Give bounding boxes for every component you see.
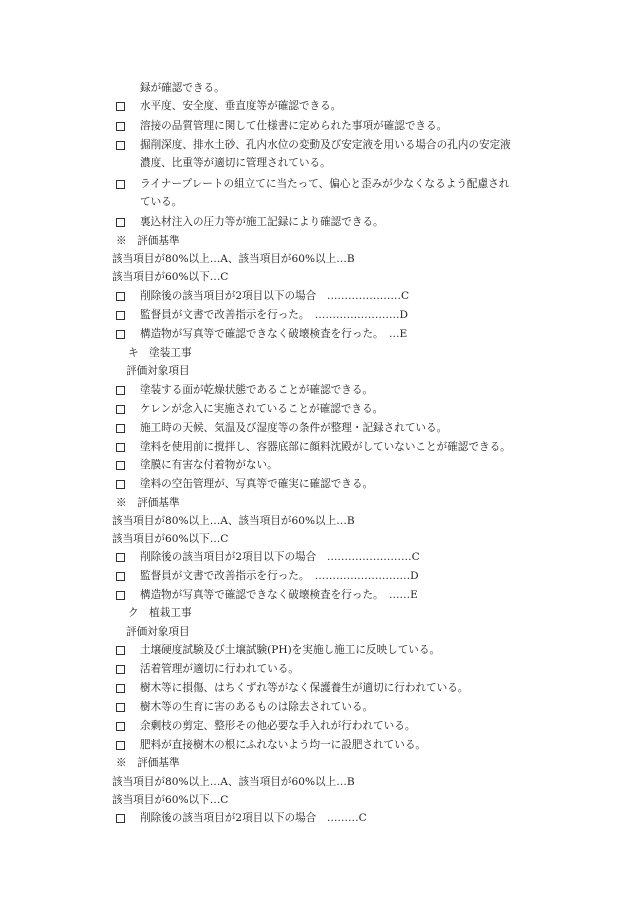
- text-line: ている。: [140, 196, 183, 208]
- checkbox[interactable]: [116, 405, 125, 414]
- criteria-line: 該当項目が60%以下…C: [112, 794, 229, 806]
- criteria-line: 該当項目が80%以上…A、該当項目が60%以上…B: [112, 776, 355, 788]
- checklist-item: 余剰枝の剪定、整形その他必要な手入れが行われている。: [140, 720, 416, 732]
- checkbox[interactable]: [116, 141, 125, 150]
- checkbox[interactable]: [116, 591, 125, 600]
- checklist-item: 削除後の該当項目が2項目以下の場合 …………………C: [140, 290, 410, 302]
- checkbox[interactable]: [116, 311, 125, 320]
- criteria-heading: ※ 評価基準: [116, 757, 180, 769]
- subsection-heading: 評価対象項目: [126, 365, 190, 377]
- checkbox[interactable]: [116, 684, 125, 693]
- checkbox[interactable]: [116, 665, 125, 674]
- checklist-item: ケレンが念入に実施されていることが確認できる。: [140, 403, 384, 415]
- checklist-item: ライナープレートの組立てに当たって、偏心と歪みが少なくなるよう配慮され: [140, 178, 510, 190]
- criteria-heading: ※ 評価基準: [116, 497, 180, 509]
- checkbox[interactable]: [116, 386, 125, 395]
- checkbox[interactable]: [116, 330, 125, 339]
- checkbox[interactable]: [116, 572, 125, 581]
- checkbox[interactable]: [116, 102, 125, 111]
- section-heading: キ 塗装工事: [128, 347, 192, 359]
- checklist-item: 掘削深度、排水土砂、孔内水位の変動及び安定液を用いる場合の孔内の安定液: [140, 139, 511, 151]
- checklist-item: 裏込材注入の圧力等が施工記録により確認できる。: [140, 216, 384, 228]
- checklist-item: 塗装する面が乾燥状態であることが確認できる。: [140, 384, 374, 396]
- checkbox[interactable]: [116, 218, 125, 227]
- checkbox[interactable]: [116, 292, 125, 301]
- checklist-item: 水平度、安全度、垂直度等が確認できる。: [140, 100, 342, 112]
- checkbox[interactable]: [116, 480, 125, 489]
- checklist-item: 構造物が写真等で確認できなく破壊検査を行った。 ……E: [140, 589, 418, 601]
- checkbox[interactable]: [116, 122, 125, 131]
- checkbox[interactable]: [116, 424, 125, 433]
- criteria-line: 該当項目が60%以下…C: [112, 271, 229, 283]
- criteria-line: 該当項目が60%以下…C: [112, 533, 229, 545]
- checkbox[interactable]: [116, 741, 125, 750]
- criteria-heading: ※ 評価基準: [116, 235, 180, 247]
- checklist-item: 肥料が直接樹木の根にふれないよう均一に設肥されている。: [140, 739, 427, 751]
- checkbox[interactable]: [116, 461, 125, 470]
- checkbox[interactable]: [116, 553, 125, 562]
- checklist-item: 監督員が文書で改善指示を行った。 ……………………D: [140, 309, 409, 321]
- checklist-item: 樹木等の生育に害のあるものは除去されている。: [140, 701, 374, 713]
- subsection-heading: 評価対象項目: [126, 626, 190, 638]
- checklist-item: 樹木等に損傷、はちくずれ等がなく保護養生が適切に行われている。: [140, 682, 469, 694]
- checklist-item: 施工時の天候、気温及び湿度等の条件が整理・記録されている。: [140, 422, 448, 434]
- checklist-item: 塗料を使用前に撹拌し、容器底部に顔料沈殿がしていないことが確認できる。: [140, 441, 511, 453]
- checklist-item: 土壌硬度試験及び土壌試験(PH)を実施し施工に反映している。: [140, 644, 441, 656]
- criteria-line: 該当項目が80%以上…A、該当項目が60%以上…B: [112, 253, 355, 265]
- checklist-item: 削除後の該当項目が2項目以下の場合 ………C: [140, 812, 367, 824]
- checkbox[interactable]: [116, 443, 125, 452]
- checkbox[interactable]: [116, 646, 125, 655]
- text-line: 濃度、比重等が適切に管理されている。: [140, 157, 331, 169]
- checkbox[interactable]: [116, 180, 125, 189]
- section-heading: ク 植栽工事: [128, 607, 192, 619]
- checklist-item: 監督員が文書で改善指示を行った。 ………………………D: [140, 570, 419, 582]
- checklist-item: 塗膜に有害な付着物がない。: [140, 459, 278, 471]
- criteria-line: 該当項目が80%以上…A、該当項目が60%以上…B: [112, 515, 355, 527]
- checklist-item: 削除後の該当項目が2項目以下の場合 ……………………C: [140, 551, 420, 563]
- checklist-item: 活着管理が適切に行われている。: [140, 663, 299, 675]
- text-line: 録が確認できる。: [140, 82, 225, 94]
- checkbox[interactable]: [116, 703, 125, 712]
- checklist-item: 構造物が写真等で確認できなく破壊検査を行った。 …E: [140, 328, 408, 340]
- checklist-item: 塗料の空缶管理が、写真等で確実に確認できる。: [140, 478, 374, 490]
- checkbox[interactable]: [116, 814, 125, 823]
- checklist-item: 溶接の品質管理に関して仕様書に定められた事項が確認できる。: [140, 120, 448, 132]
- checkbox[interactable]: [116, 722, 125, 731]
